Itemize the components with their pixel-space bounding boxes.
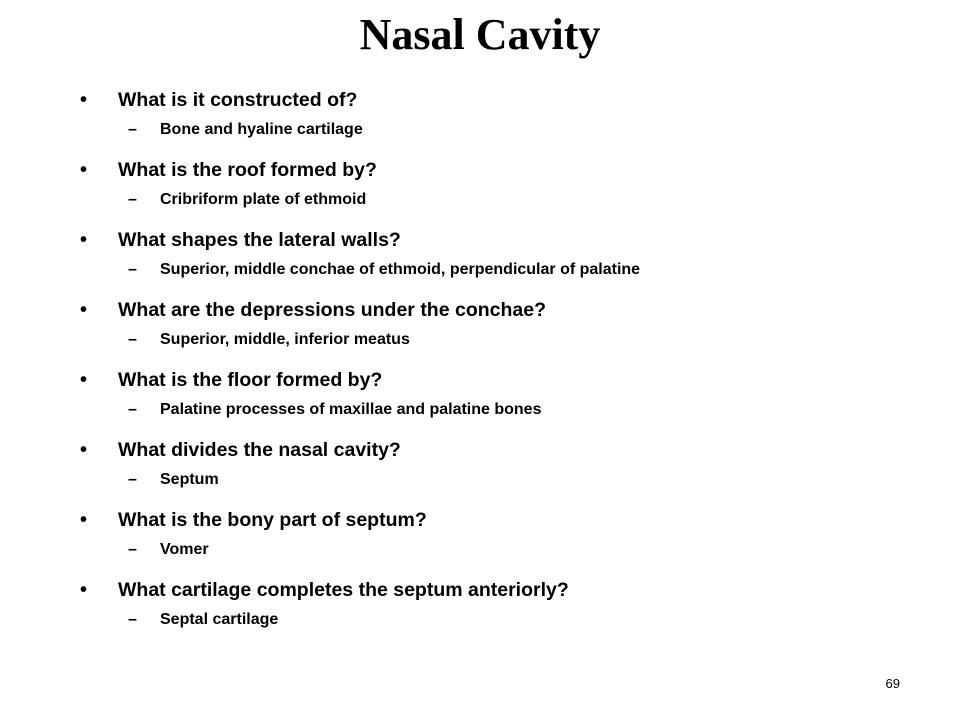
page-number: 69 — [885, 676, 900, 691]
answer-text: Superior, middle conchae of ethmoid, perpendicular of palatine — [160, 261, 641, 278]
bullet-icon: • — [80, 369, 88, 391]
bullet-icon: • — [80, 159, 88, 181]
bullet-icon: • — [80, 299, 88, 321]
answer-line — [80, 188, 920, 212]
dash-icon: – — [128, 611, 137, 628]
bullet-icon: • — [80, 439, 88, 461]
answer-text: Septum — [160, 471, 219, 488]
list-item — [80, 296, 920, 352]
question-line — [80, 506, 920, 534]
question-line — [80, 226, 920, 254]
dash-icon: – — [128, 121, 137, 138]
answer-line — [80, 468, 920, 492]
answer-line — [80, 538, 920, 562]
list-item — [80, 156, 920, 212]
bullet-icon: • — [80, 229, 88, 251]
answer-text: Septal cartilage — [160, 611, 279, 628]
question-text: What is the roof formed by? — [118, 159, 377, 181]
question-text: What is it constructed of? — [118, 89, 358, 111]
list-item — [80, 436, 920, 492]
question-text: What are the depressions under the conchae? — [118, 299, 547, 321]
dash-icon: – — [128, 261, 137, 278]
answer-line — [80, 118, 920, 142]
answer-line — [80, 608, 920, 632]
dash-icon: – — [128, 541, 137, 558]
bullet-icon: • — [80, 579, 88, 601]
question-text: What is the bony part of septum? — [118, 509, 427, 531]
answer-text: Palatine processes of maxillae and palatine bones — [160, 401, 542, 418]
answer-line — [80, 328, 920, 352]
list-item — [80, 226, 920, 282]
list-item — [80, 576, 920, 632]
question-line — [80, 366, 920, 394]
list-item — [80, 366, 920, 422]
list-item — [80, 506, 920, 562]
answer-line — [80, 398, 920, 422]
dash-icon: – — [128, 401, 137, 418]
dash-icon: – — [128, 331, 137, 348]
slide-title: Nasal Cavity — [359, 10, 601, 59]
dash-icon: – — [128, 191, 137, 208]
dash-icon: – — [128, 471, 137, 488]
list-item — [80, 86, 920, 142]
answer-line — [80, 258, 920, 282]
bullet-list — [80, 86, 920, 646]
question-text: What is the floor formed by? — [118, 369, 383, 391]
bullet-icon: • — [80, 89, 88, 111]
answer-text: Superior, middle, inferior meatus — [160, 331, 410, 348]
question-text: What shapes the lateral walls? — [118, 229, 401, 251]
question-text: What cartilage completes the septum anteriorly? — [118, 579, 569, 601]
answer-text: Vomer — [160, 541, 209, 558]
answer-text: Bone and hyaline cartilage — [160, 121, 363, 138]
question-line — [80, 576, 920, 604]
question-line — [80, 156, 920, 184]
answer-text: Cribriform plate of ethmoid — [160, 191, 367, 208]
question-line — [80, 296, 920, 324]
bullet-icon: • — [80, 509, 88, 531]
question-line — [80, 436, 920, 464]
question-line — [80, 86, 920, 114]
question-text: What divides the nasal cavity? — [118, 439, 401, 461]
